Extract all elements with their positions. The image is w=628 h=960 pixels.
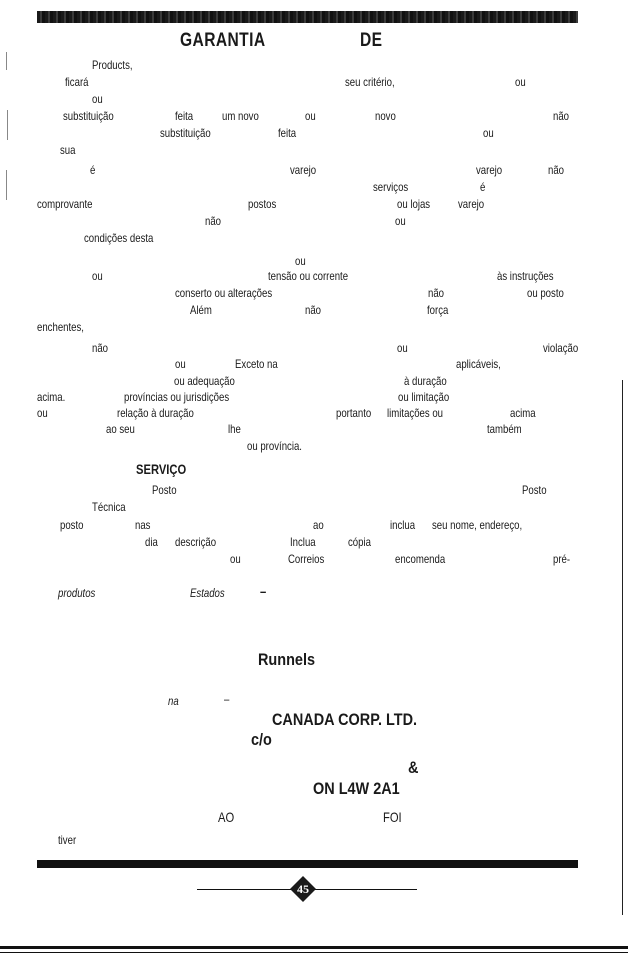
word: seu nome, endereço, [432, 518, 523, 532]
word: ou lojas [397, 197, 431, 211]
word: Além [190, 303, 212, 317]
word-ao: AO [218, 809, 235, 825]
word: Posto [522, 483, 547, 497]
word: ou [395, 214, 406, 228]
word: não [92, 341, 109, 355]
word: ou adequação [174, 374, 235, 388]
word: às instruções [497, 269, 554, 283]
word: ou [230, 552, 241, 566]
word: conserto ou alterações [175, 286, 273, 300]
word: varejo [476, 163, 503, 177]
word: feita [278, 126, 297, 140]
word: ou posto [527, 286, 564, 300]
footer-rule-thin [0, 952, 628, 953]
word: ou [37, 406, 48, 420]
word: substituição [63, 109, 114, 123]
dash: – [260, 583, 267, 599]
word: ou [305, 109, 316, 123]
word: tensão ou corrente [268, 269, 349, 283]
word: condições desta [84, 231, 154, 245]
word: não [428, 286, 445, 300]
word: limitações ou [387, 406, 444, 420]
word: força [427, 303, 449, 317]
word: substituição [160, 126, 211, 140]
word: Products, [92, 58, 133, 72]
right-margin-rule [622, 380, 623, 915]
word: serviços [373, 180, 409, 194]
word-foi: FOI [383, 809, 402, 825]
word: Posto [152, 483, 177, 497]
word: lhe [228, 422, 241, 436]
address-company: CANADA CORP. LTD. [272, 710, 418, 729]
address-care-of: c/o [251, 730, 272, 749]
word: províncias ou jurisdições [124, 390, 230, 404]
word: ou [92, 92, 103, 106]
word: ou província. [247, 439, 302, 453]
word: Inclua [290, 535, 316, 549]
word: ou [483, 126, 494, 140]
word: é [480, 180, 486, 194]
scan-mark [6, 170, 7, 200]
word: Exceto na [235, 357, 278, 371]
word: cópia [348, 535, 371, 549]
footer-rule [0, 946, 628, 949]
word: varejo [458, 197, 485, 211]
word: ou [397, 341, 408, 355]
word-produtos: produtos [58, 586, 96, 600]
word: ou [515, 75, 526, 89]
word: um novo [222, 109, 259, 123]
word-estados: Estados [190, 586, 225, 600]
word: violação [543, 341, 579, 355]
word: enchentes, [37, 320, 84, 334]
page-title-de: DE [360, 30, 383, 51]
word: feita [175, 109, 194, 123]
word: acima. [37, 390, 66, 404]
word: acima [510, 406, 536, 420]
word: ou [295, 254, 306, 268]
scan-mark [7, 110, 8, 140]
word: aplicáveis, [456, 357, 501, 371]
word: posto [60, 518, 84, 532]
word: ao [313, 518, 324, 532]
top-banner-bar [37, 11, 578, 23]
page-number: 45 [297, 882, 309, 896]
word: inclua [390, 518, 416, 532]
word: varejo [290, 163, 317, 177]
page-number-rule-right [314, 889, 417, 890]
service-heading: SERVIÇO [136, 461, 187, 477]
word: pré- [553, 552, 571, 566]
word-na: na [168, 694, 179, 708]
word: encomenda [395, 552, 446, 566]
word: à duração [404, 374, 447, 388]
word: também [487, 422, 522, 436]
dash: – [224, 692, 230, 706]
word: postos [248, 197, 277, 211]
word: seu critério, [345, 75, 395, 89]
word: novo [375, 109, 396, 123]
page-number-rule-left [197, 889, 292, 890]
word: é [90, 163, 96, 177]
page-title-garantia: GARANTIA [180, 30, 266, 51]
word: não [205, 214, 222, 228]
address-ampersand: & [408, 758, 419, 777]
address-postal-code: ON L4W 2A1 [313, 779, 400, 798]
word: ficará [65, 75, 89, 89]
word: Correios [288, 552, 325, 566]
address-name: Runnels [258, 650, 316, 669]
scan-mark [6, 52, 7, 70]
word: comprovante [37, 197, 93, 211]
word-tiver: tiver [58, 833, 77, 847]
word: portanto [336, 406, 372, 420]
word: não [305, 303, 322, 317]
word: não [548, 163, 565, 177]
bottom-banner-bar [37, 860, 578, 868]
word: ao seu [106, 422, 135, 436]
word: sua [60, 143, 76, 157]
word: descrição [175, 535, 217, 549]
word: ou limitação [398, 390, 450, 404]
word: ou [175, 357, 186, 371]
word: Técnica [92, 500, 126, 514]
word: dia [145, 535, 158, 549]
word: nas [135, 518, 151, 532]
word: ou [92, 269, 103, 283]
word: relação à duração [117, 406, 194, 420]
word: não [553, 109, 570, 123]
